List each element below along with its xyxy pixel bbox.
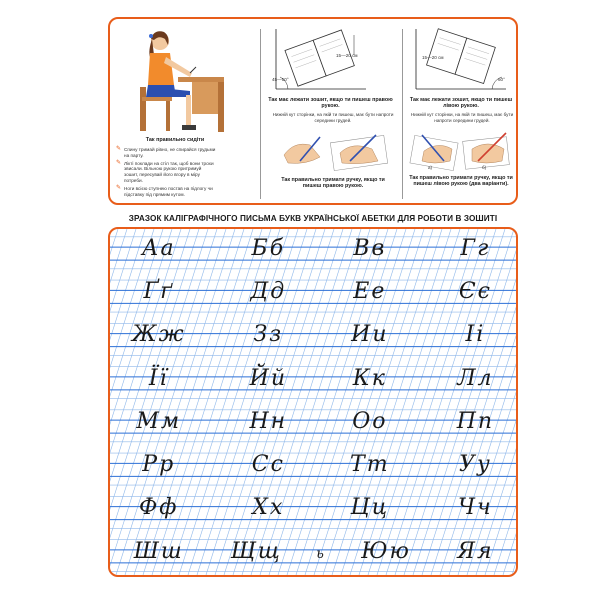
- letter-pair: Вв: [353, 235, 387, 261]
- measure-label: 15—20 см: [422, 55, 444, 60]
- letter-pair: Дд: [250, 279, 287, 305]
- letter-pair: Її: [148, 365, 169, 391]
- divider: [402, 29, 403, 199]
- letter-pair: Кк: [352, 365, 387, 391]
- right-hand-pen-caption: Так правильно тримати ручку, якщо ти пишеш правою рукою.: [281, 177, 385, 190]
- list-item: ✎ Ноги всією ступнею постав на підлогу чи підставку під прямим кутом.: [116, 184, 213, 197]
- slant-guide-line: [332, 229, 442, 575]
- letter-pair: Аа: [141, 235, 176, 261]
- letter-pair: Щщ: [230, 538, 282, 564]
- letter-pair: Тт: [350, 452, 390, 478]
- left-hand-pen-caption: Так правильно тримати ручку, якщо ти пишеш лівою рукою (два варіанти).: [409, 175, 513, 188]
- slant-guide-line: [296, 229, 406, 575]
- slant-guide-line: [125, 229, 235, 575]
- letter-pair: Оо: [352, 408, 388, 434]
- angle-label: 60°: [498, 77, 505, 82]
- letter-pair: Ии: [351, 322, 389, 348]
- letter-pair: Єє: [458, 279, 492, 305]
- pen-bullet-icon: ✎: [116, 184, 122, 191]
- pen-bullet-icon: ✎: [116, 159, 122, 166]
- section-heading: ЗРАЗОК КАЛІГРАФІЧНОГО ПИСЬМА БУКВ УКРАЇНСЬКОЇ АБЕТКИ ДЛЯ РОБОТИ В ЗОШИТІ: [128, 214, 498, 223]
- calligraphy-copybook: [108, 227, 518, 577]
- letter-pair: Яя: [457, 538, 494, 564]
- letter-pair: Юю: [361, 538, 411, 564]
- letter-pair: Іі: [465, 322, 486, 348]
- letter-pair: Чч: [458, 495, 493, 521]
- slant-guide-line: [503, 229, 516, 575]
- list-item: ✎ Спину тримай рівно, не спирайся грудьми на парту.: [116, 146, 216, 158]
- left-hand-notebook-caption: Так має лежати зошит, якщо ти пишеш лівою рукою.: [409, 97, 513, 110]
- letter-pair: Фф: [138, 495, 179, 521]
- posture-tips-list: [116, 147, 216, 199]
- letter-pair: Жж: [131, 322, 186, 348]
- letter-pair: Гг: [460, 235, 491, 261]
- pen-bullet-icon: ✎: [116, 146, 122, 152]
- right-hand-notebook-note: Нижній кут сторінки, на якій ти пишеш, має бути напроти середини грудей.: [272, 112, 394, 123]
- variant-a-label: а): [428, 165, 433, 170]
- posture-title: Так правильно сидіти: [145, 137, 205, 143]
- letter-pair: Цц: [350, 495, 390, 521]
- variant-b-label: б): [482, 165, 487, 170]
- angle-label: 45—50°: [272, 77, 289, 82]
- letter-pair: Мм: [136, 408, 182, 434]
- letter-pair: Хх: [252, 495, 285, 521]
- letter-pair: Лл: [457, 365, 494, 391]
- measure-label: 15—20 см: [336, 53, 358, 58]
- slant-guide-line: [110, 229, 136, 575]
- right-hand-notebook-diagram: [270, 25, 370, 95]
- letter-pair: Сс: [251, 452, 285, 478]
- letter-pair: Нн: [249, 408, 288, 434]
- letter-pair: Йй: [249, 365, 288, 391]
- right-hand-notebook-caption: Так має лежати зошит, якщо ти пишеш правою рукою.: [268, 97, 393, 110]
- seated-child-illustration: [132, 27, 228, 135]
- letter-pair: Шш: [133, 538, 184, 564]
- writing-posture-panel: [108, 17, 518, 205]
- slant-guide-line: [110, 229, 145, 575]
- letter-pair: Бб: [251, 235, 286, 261]
- letter-pair: Ее: [353, 279, 387, 305]
- left-hand-notebook-note: Нижній кут сторінки, на якій ти пишеш, має бути напроти середини грудей.: [410, 112, 514, 123]
- left-hand-pen-illustration: [408, 131, 514, 171]
- right-hand-pen-illustration: [280, 131, 390, 171]
- page-margin: [0, 0, 92, 600]
- list-item: ✎ Лікті поклади на стіл так, щоб вони трохи звисали. Вільною рукою притримуй зошит, пересувай його вгору в міру потреби.: [116, 159, 214, 183]
- letter-pair: Уу: [459, 452, 492, 478]
- letter-pair: Рр: [142, 452, 176, 478]
- letter-pair: Пп: [456, 408, 495, 434]
- letter-pair: Ґґ: [143, 279, 174, 305]
- letter-pair: Зз: [253, 322, 284, 348]
- slant-guide-line: [110, 229, 127, 575]
- divider: [260, 29, 261, 199]
- letter-pair: ь: [316, 546, 326, 563]
